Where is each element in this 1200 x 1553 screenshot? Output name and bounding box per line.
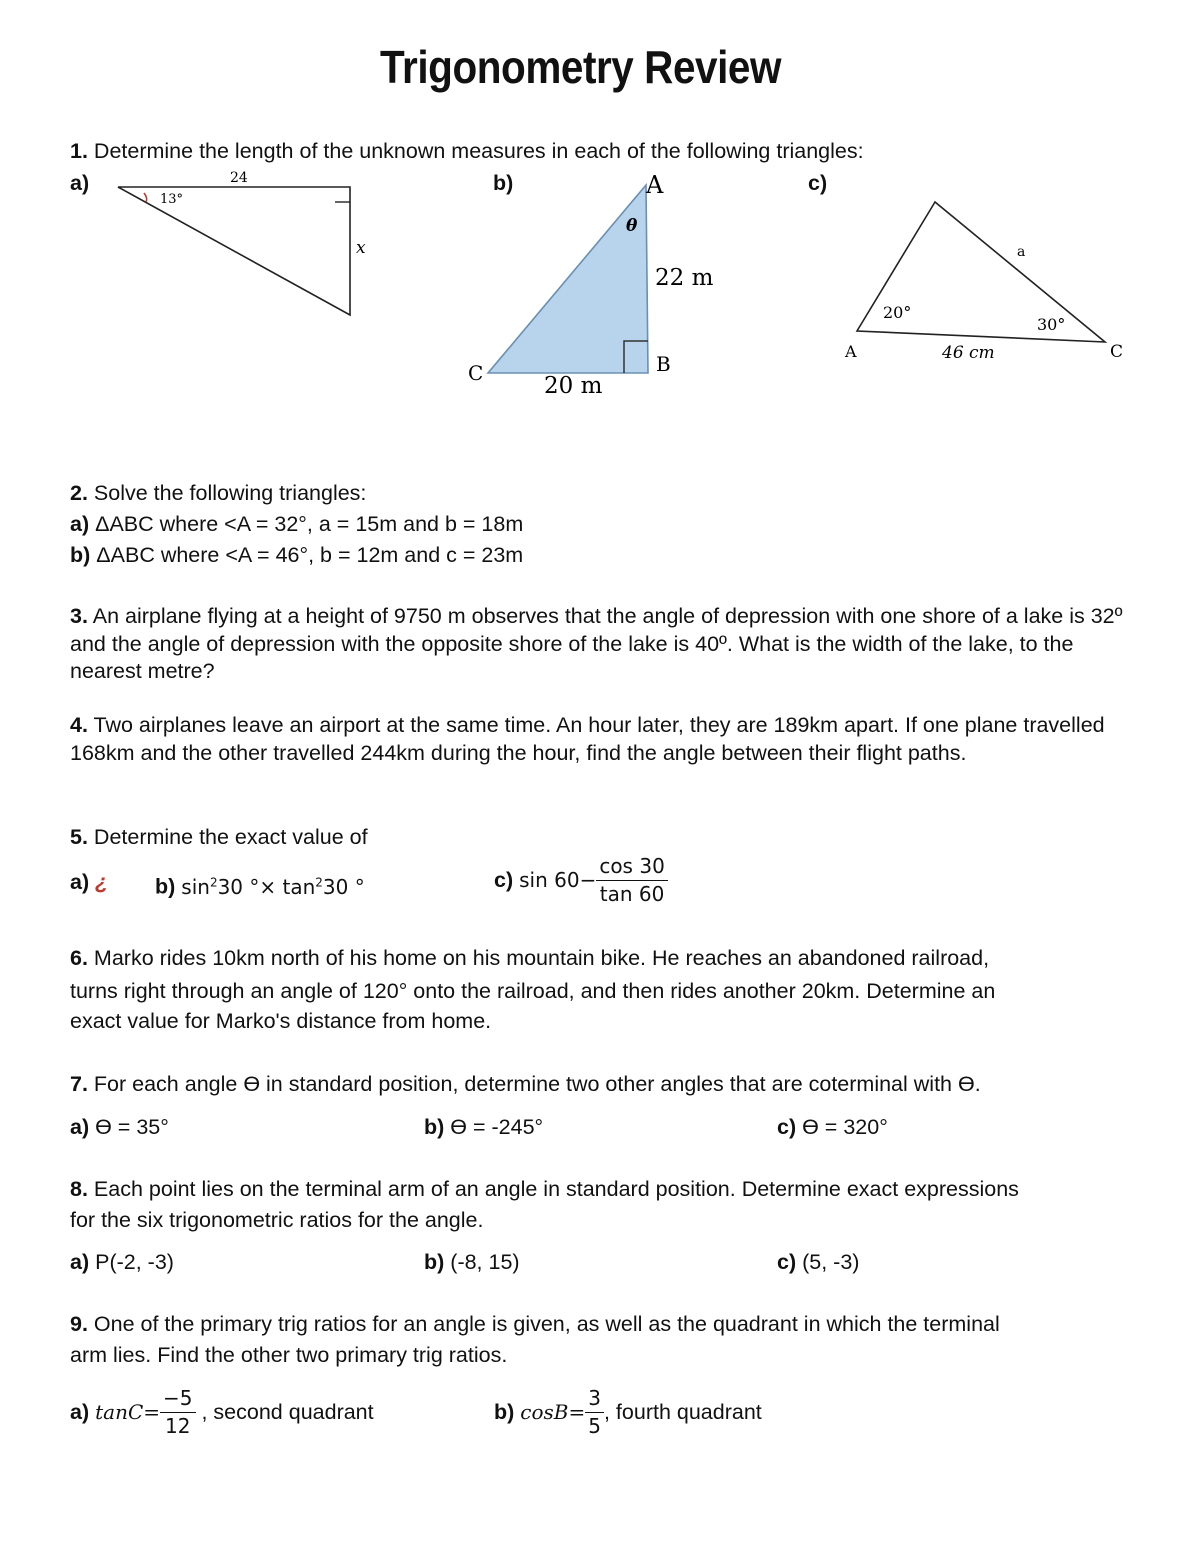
side-label-top: 24 [230,170,248,186]
part-expr-c-prefix: sin 60− [519,868,597,892]
question-6-line3: exact value for Marko's distance from home. [70,1009,492,1033]
part-text-b: (-8, 15) [450,1250,520,1274]
question-number: 6. [70,946,88,970]
question-6-line2: turns right through an angle of 120° onto the railroad, and then rides another 20km. Determine an [70,979,996,1003]
question-number: 9. [70,1312,88,1336]
question-text: Two airplanes leave an airport at the same time. An hour later, they are 189km apart. If one plane travelled 168km and the other travelled 244km during the hour, find the angle between their flight paths. [70,713,1105,765]
part-label-a: a) [70,1400,90,1424]
question-number: 4. [70,713,88,737]
angle-theta: θ [626,216,638,236]
question-5c [494,853,668,908]
part-label-a: a) [70,512,90,536]
question-8-line1 [70,1176,1019,1203]
part-label-a: a) [70,171,90,195]
question-number: 1. [70,139,88,163]
part-label-a: a) [70,870,90,894]
question-text: An airplane flying at a height of 9750 m observes that the angle of depression with one shore of a lake is 32º and the angle of depression with the opposite shore of the lake is 40º. What is the width of the lake, to the nearest metre? [70,604,1123,683]
question-2 [70,480,366,507]
question-9a [70,1385,374,1440]
part-label-b: b) [493,171,514,195]
part-label-c: c) [494,868,514,892]
question-number: 7. [70,1072,88,1096]
question-8c [777,1249,859,1276]
question-9b [494,1385,762,1440]
question-2a [70,511,523,538]
question-2b [70,542,523,569]
part-label-b: b) [424,1115,445,1139]
part-text-a: ϴ = 35° [95,1115,169,1139]
question-7b [424,1114,543,1141]
fraction-tan: $\frac{-5}{12}$ [160,1385,195,1440]
question-text: Determine the exact value of [93,825,368,849]
question-5b [155,869,365,901]
question-5a [70,869,108,896]
part-expr-a-lhs: tanC= [95,1400,161,1424]
side-label-20m: 20 m [544,373,603,399]
question-8a [70,1249,174,1276]
question-8b [424,1249,520,1276]
question-7a [70,1114,169,1141]
question-text: Each point lies on the terminal arm of an angle in standard position. Determine exact expressions [93,1177,1019,1201]
part-expr-b-lhs: cosB= [520,1400,586,1424]
part-label-b: b) [424,1250,445,1274]
question-9-line2: arm lies. Find the other two primary trig ratios. [70,1343,508,1367]
part-expr-b: $\sin^230$ °× $\tan^230$ ° [181,874,365,899]
angle-label: 13° [160,192,184,207]
question-3 [70,603,1130,686]
question-5 [70,824,368,851]
vertex-label-A: A [646,171,664,199]
angle-label-A: 20° [883,303,912,322]
side-label-22m: 22 m [655,265,714,291]
question-7 [70,1071,981,1098]
question-7c [777,1114,888,1141]
part-text-c: (5, -3) [802,1250,860,1274]
question-number: 3. [70,604,88,628]
side-label-46cm: 46 cm [942,343,995,363]
triangle-b-diagram [460,165,720,405]
vertex-label-A: A [845,342,857,361]
triangle-a-shape [118,187,350,315]
question-text: Determine the length of the unknown measures in each of the following triangles: [93,139,864,163]
part-text-b: ΔABC where <A = 46°, b = 12m and c = 23m [96,543,524,567]
part-label-a: a) [70,1250,90,1274]
question-number: 8. [70,1177,88,1201]
triangle-a-diagram [100,160,370,330]
question-text: Marko rides 10km north of his home on his mountain bike. He reaches an abandoned railroad, [93,946,990,970]
part-text-a: ΔABC where <A = 32°, a = 15m and b = 18m [95,512,524,536]
question-4 [70,712,1130,767]
part-text-c: ϴ = 320° [802,1115,888,1139]
question-number: 5. [70,825,88,849]
question-text: One of the primary trig ratios for an angle is given, as well as the quadrant in which the terminal [93,1312,1000,1336]
page-title: Trigonometry Review [380,41,782,93]
triangle-c-diagram [835,190,1135,370]
part-label-c: c) [777,1115,797,1139]
question-number: 2. [70,481,88,505]
part-label-b: b) [155,874,176,899]
angle-arc [144,193,147,202]
question-9-line1 [70,1311,1000,1338]
side-label-x: x [356,238,366,258]
part-label-b: b) [70,543,91,567]
part-text-a: P(-2, -3) [95,1250,174,1274]
part-label-c: c) [808,171,828,195]
part-label-b: b) [494,1400,515,1424]
part-text-b: ϴ = -245° [450,1115,544,1139]
part-text-b: , fourth quadrant [603,1400,762,1424]
question-8-line2: for the six trigonometric ratios for the angle. [70,1208,484,1232]
question-6-line1 [70,945,989,972]
question-text: Solve the following triangles: [93,481,367,505]
part-text-a: , second quadrant [201,1400,374,1424]
fraction-cos: $\frac{3}{5}$ [585,1385,604,1440]
vertex-label-B: B [656,352,671,376]
part-label-a: a) [70,1115,90,1139]
side-label-a: a [1017,244,1026,260]
vertex-label-C: C [468,361,484,385]
question-text: For each angle ϴ in standard position, determine two other angles that are coterminal with ϴ. [93,1072,981,1096]
part-label-c: c) [777,1250,797,1274]
fraction-cos-tan: $\frac{\cos 30}{\tan 60}$ [596,853,667,908]
part-expr-a: ¿ [95,870,109,894]
vertex-label-C: C [1110,342,1124,362]
angle-label-C: 30° [1037,315,1066,334]
